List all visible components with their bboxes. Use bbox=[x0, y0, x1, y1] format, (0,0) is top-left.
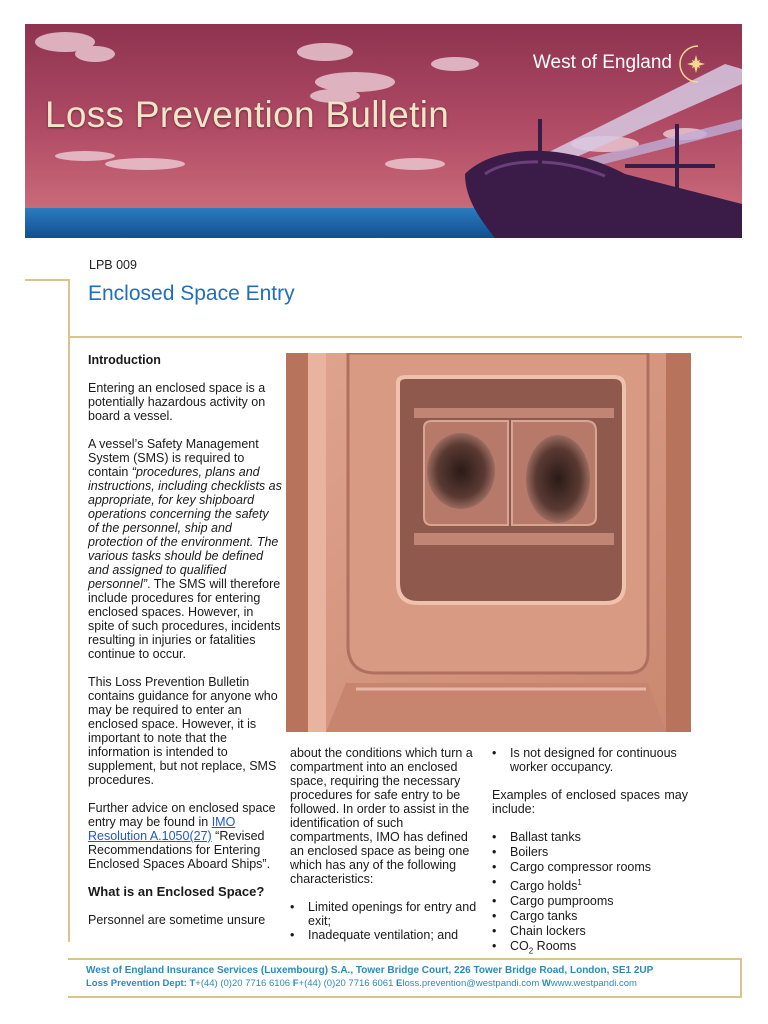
footer-address: West of England Insurance Services (Luxembourg) S.A., Tower Bridge Court, 226 Tower Bridge Road, London, SE1 2UP bbox=[86, 965, 654, 976]
email-label: E bbox=[396, 978, 403, 989]
list-item bbox=[492, 939, 688, 959]
fax-label: F bbox=[292, 978, 299, 989]
dept-label: Loss Prevention Dept: bbox=[86, 978, 187, 989]
list-item: • Limited openings for entry and exit; bbox=[290, 900, 482, 928]
footnote-marker: 1 bbox=[577, 878, 582, 887]
email-link[interactable]: loss.prevention@westpandi.com bbox=[402, 978, 540, 989]
imo-resolution-link[interactable]: IMO Resolution A.1050(27) bbox=[88, 815, 236, 843]
heading-introduction: Introduction bbox=[88, 353, 161, 367]
column-1 bbox=[88, 353, 282, 941]
characteristics-list-continued bbox=[492, 746, 688, 774]
web-label: W bbox=[541, 978, 551, 989]
paragraph-personnel: Personnel are sometime unsure bbox=[88, 913, 266, 927]
list-item: • Cargo pumprooms bbox=[492, 894, 688, 909]
heading-what-is-enclosed-space: What is an Enclosed Space? bbox=[88, 884, 265, 899]
paragraph-conditions: about the conditions which turn a compartment into an enclosed space, requiring the necessary procedures for safe entry to be followed. In order to assist in the identification of such compartments, IMO has defined an enclosed space as being one which has any of the following characteristics: bbox=[290, 746, 473, 886]
header-banner bbox=[25, 24, 742, 238]
left-margin-rule bbox=[68, 279, 70, 942]
list-item: • Cargo compressor rooms bbox=[492, 860, 688, 875]
text-span: Cargo holds bbox=[510, 879, 578, 894]
list-item: • Inadequate ventilation; and bbox=[290, 928, 482, 942]
enclosed-space-hatch-photo bbox=[286, 353, 691, 732]
footer-bottom-rule bbox=[68, 996, 742, 998]
footer-right-rule bbox=[740, 958, 742, 998]
fax-number: +(44) (0)20 7716 6061 bbox=[298, 978, 394, 989]
paragraph-intro-3: This Loss Prevention Bulletin contains guidance for anyone who may be required to enter an enclosed space. However, it is important to note that the information is intended to supplement, but not replace, SMS procedures. bbox=[88, 675, 278, 787]
sms-quote: “procedures, plans and instructions, including checklists as appropriate, for key shipboard operations concerning the safety of the personnel, ship and protection of the environment. The various tasks should be defined and assigned to qualified personnel” bbox=[88, 465, 282, 591]
examples-list bbox=[492, 830, 688, 959]
list-item: • Boilers bbox=[492, 845, 688, 860]
brand-name: West of England bbox=[532, 52, 672, 73]
subscript: 2 bbox=[528, 946, 534, 956]
list-item: • Ballast tanks bbox=[492, 830, 688, 845]
column-2 bbox=[290, 746, 482, 942]
title-underline-rule bbox=[68, 336, 742, 338]
phone-number: +(44) (0)20 7716 6106 bbox=[195, 978, 291, 989]
text-span: CO bbox=[510, 939, 529, 954]
column-3 bbox=[492, 746, 688, 959]
header-rule-left bbox=[25, 279, 69, 281]
page-title: Enclosed Space Entry bbox=[88, 282, 295, 305]
text-span: “Revised Recommendations for Entering Enclosed Spaces Aboard Ships”. bbox=[88, 829, 271, 871]
paragraph-examples: Examples of enclosed spaces may include: bbox=[492, 788, 688, 816]
list-item: • Chain lockers bbox=[492, 924, 688, 939]
phone-label: T bbox=[189, 978, 196, 989]
list-item: • Cargo tanks bbox=[492, 909, 688, 924]
paragraph-intro-4 bbox=[88, 801, 282, 871]
text-span: . The SMS will therefore include procedures for entering enclosed spaces. However, in spite of such procedures, incidents resulting in injuries or fatalities continue to occur. bbox=[88, 577, 281, 661]
paragraph-intro-1: Entering an enclosed space is a potentially hazardous activity on board a vessel. bbox=[88, 381, 266, 423]
list-item bbox=[492, 875, 688, 894]
website-link[interactable]: www.westpandi.com bbox=[550, 978, 637, 989]
text-span: Further advice on enclosed space entry may be found in bbox=[88, 801, 276, 829]
paragraph-intro-2 bbox=[88, 437, 282, 661]
characteristics-list bbox=[290, 900, 482, 942]
list-item: • Is not designed for continuous worker occupancy. bbox=[492, 746, 688, 774]
text-span: Rooms bbox=[533, 939, 577, 954]
west-of-england-logo-icon bbox=[676, 42, 712, 86]
footer-contacts bbox=[86, 978, 637, 989]
banner-title: Loss Prevention Bulletin bbox=[45, 94, 450, 135]
bulletin-code: LPB 009 bbox=[89, 258, 137, 272]
text-span: A vessel’s Safety Management System (SMS) is required to contain bbox=[88, 437, 259, 479]
